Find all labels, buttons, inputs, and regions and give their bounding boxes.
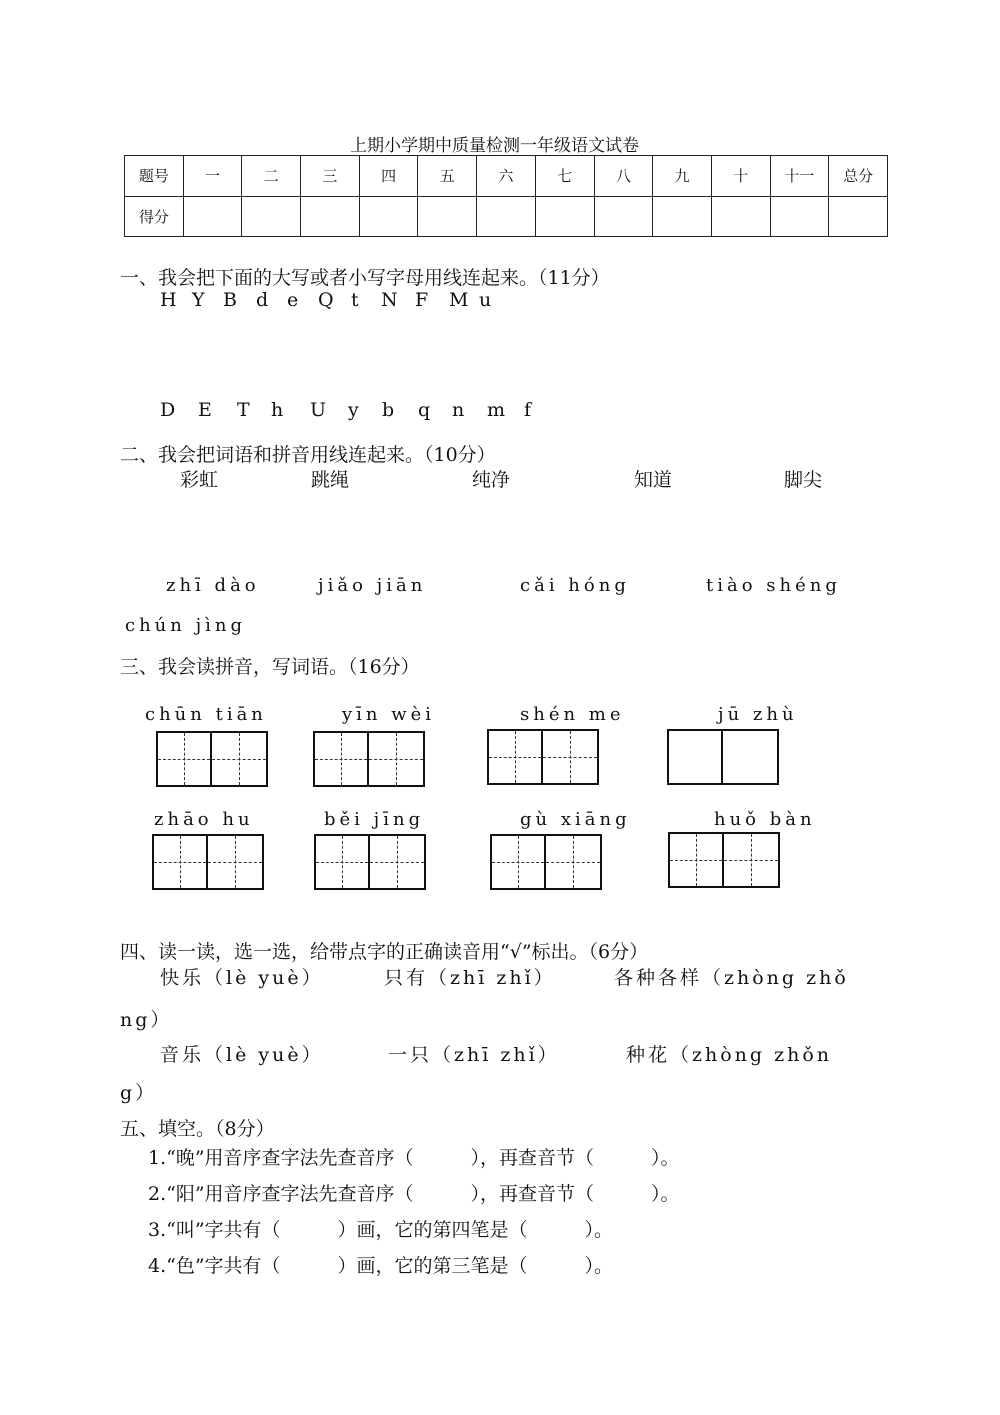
letter: F [415,289,429,311]
score-input-cell[interactable] [301,196,360,237]
q1-bottom-letters [160,399,544,421]
q3-pinyin: yīn wèi [342,704,436,725]
q3-pinyin: zhāo hu [154,809,254,830]
writing-cell[interactable] [543,729,599,785]
score-input-cell[interactable] [418,196,477,237]
q2-heading: 二、我会把词语和拼音用线连起来。（10分） [120,444,496,466]
writing-cell[interactable] [490,834,546,890]
table-cell: 十一 [770,156,829,197]
table-cell: 得分 [125,196,184,237]
writing-box-pair[interactable] [313,731,425,787]
q2-word: 知道 [634,469,673,491]
writing-cell[interactable] [369,731,425,787]
table-cell: 十 [711,156,770,197]
writing-box-pair[interactable] [667,729,779,785]
q5-fill-line[interactable]: 2.“阳”用音序查字法先查音序（ ），再查音节（ ）。 [148,1183,680,1205]
writing-box-pair[interactable] [668,832,780,888]
q3-pinyin: jū zhù [718,704,798,725]
q4-choice[interactable]: 音乐（lè yuè） [160,1044,324,1066]
letter: m [487,399,506,421]
letter: t [351,289,359,311]
q4-choice[interactable]: 各种各样（zhòng zhǒ [614,967,849,989]
q1-top-letters [160,289,499,311]
letter: n [452,399,465,421]
score-input-cell[interactable] [653,196,712,237]
q3-pinyin: gù xiāng [520,809,631,830]
q3-pinyin: shén me [520,704,625,725]
writing-cell[interactable] [546,834,602,890]
writing-box-pair[interactable] [490,834,602,890]
score-input-cell[interactable] [711,196,770,237]
score-table-score-row [125,196,888,237]
letter: f [524,399,532,421]
q2-pinyin: zhī dào [166,575,260,596]
table-cell: 题号 [125,156,184,197]
table-cell: 五 [418,156,477,197]
letter: d [256,289,269,311]
letter: u [479,289,492,311]
score-input-cell[interactable] [770,196,829,237]
writing-cell[interactable] [667,729,723,785]
letter: H [160,289,177,311]
q2-word: 彩虹 [180,469,219,491]
writing-box-pair[interactable] [314,834,426,890]
letter: e [287,289,299,311]
letter: B [223,289,237,311]
letter: Y [192,289,205,311]
letter: E [198,399,212,421]
writing-cell[interactable] [313,731,369,787]
table-cell: 七 [535,156,594,197]
writing-cell[interactable] [724,832,780,888]
writing-cell[interactable] [156,731,212,787]
q2-word: 跳绳 [311,469,350,491]
q2-pinyin: tiào shéng [706,575,841,596]
q5-fill-line[interactable]: 4.“色”字共有（ ）画，它的第三笔是（ ）。 [148,1255,614,1277]
q2-pinyin: jiǎo jiān [318,575,427,596]
score-input-cell[interactable] [829,196,888,237]
q3-heading: 三、我会读拼音，写词语。（16分） [120,656,420,678]
writing-cell[interactable] [152,834,208,890]
table-cell: 三 [301,156,360,197]
letter: U [310,399,327,421]
q5-heading: 五、填空。（8分） [120,1118,275,1140]
letter: h [271,399,284,421]
letter: M [449,289,469,311]
letter: q [418,399,431,421]
table-cell: 一 [183,156,242,197]
score-input-cell[interactable] [535,196,594,237]
q5-fill-line[interactable]: 1.“晚”用音序查字法先查音序（ ），再查音节（ ）。 [148,1147,680,1169]
table-cell: 四 [359,156,418,197]
table-cell: 六 [477,156,536,197]
score-input-cell[interactable] [359,196,418,237]
writing-cell[interactable] [723,729,779,785]
q4-choice-wrap: g） [120,1082,158,1104]
score-table-header-row [125,156,888,197]
table-cell: 九 [653,156,712,197]
writing-box-pair[interactable] [152,834,264,890]
score-input-cell[interactable] [477,196,536,237]
letter: N [381,289,398,311]
writing-cell[interactable] [370,834,426,890]
table-cell: 二 [242,156,301,197]
letter: y [348,399,359,421]
writing-cell[interactable] [487,729,543,785]
letter: D [160,399,176,421]
score-input-cell[interactable] [594,196,653,237]
letter: b [382,399,395,421]
table-cell: 八 [594,156,653,197]
writing-cell[interactable] [314,834,370,890]
q2-pinyin: cǎi hóng [520,575,630,596]
q2-pinyin: chún jìng [125,615,247,636]
page-title: 上期小学期中质量检测一年级语文试卷 [350,136,639,156]
writing-box-pair[interactable] [487,729,599,785]
q4-choice[interactable]: 种花（zhòng zhǒn [626,1044,833,1066]
q4-choice[interactable]: 只有（zhī zhǐ） [384,967,556,989]
q3-pinyin: běi jīng [324,809,425,830]
q1-heading: 一、我会把下面的大写或者小写字母用线连起来。（11分） [120,267,610,289]
score-input-cell[interactable] [242,196,301,237]
q3-pinyin: huǒ bàn [714,809,816,830]
q5-fill-line[interactable]: 3.“叫”字共有（ ）画，它的第四笔是（ ）。 [148,1219,614,1241]
q4-heading: 四、读一读，选一选，给带点字的正确读音用“√”标出。（6分） [120,941,649,963]
writing-cell[interactable] [668,832,724,888]
score-table [124,155,888,237]
letter: Q [318,289,334,311]
score-input-cell[interactable] [183,196,242,237]
q4-choice[interactable]: 一只（zhī zhǐ） [388,1044,560,1066]
q4-choice-wrap: ng） [120,1009,173,1031]
writing-cell[interactable] [212,731,268,787]
table-cell: 总分 [829,156,888,197]
q2-word: 纯净 [472,469,511,491]
q2-word: 脚尖 [784,469,823,491]
letter: T [237,399,250,421]
q3-pinyin: chūn tiān [145,704,267,725]
writing-box-pair[interactable] [156,731,268,787]
q4-choice[interactable]: 快乐（lè yuè） [160,967,324,989]
writing-cell[interactable] [208,834,264,890]
